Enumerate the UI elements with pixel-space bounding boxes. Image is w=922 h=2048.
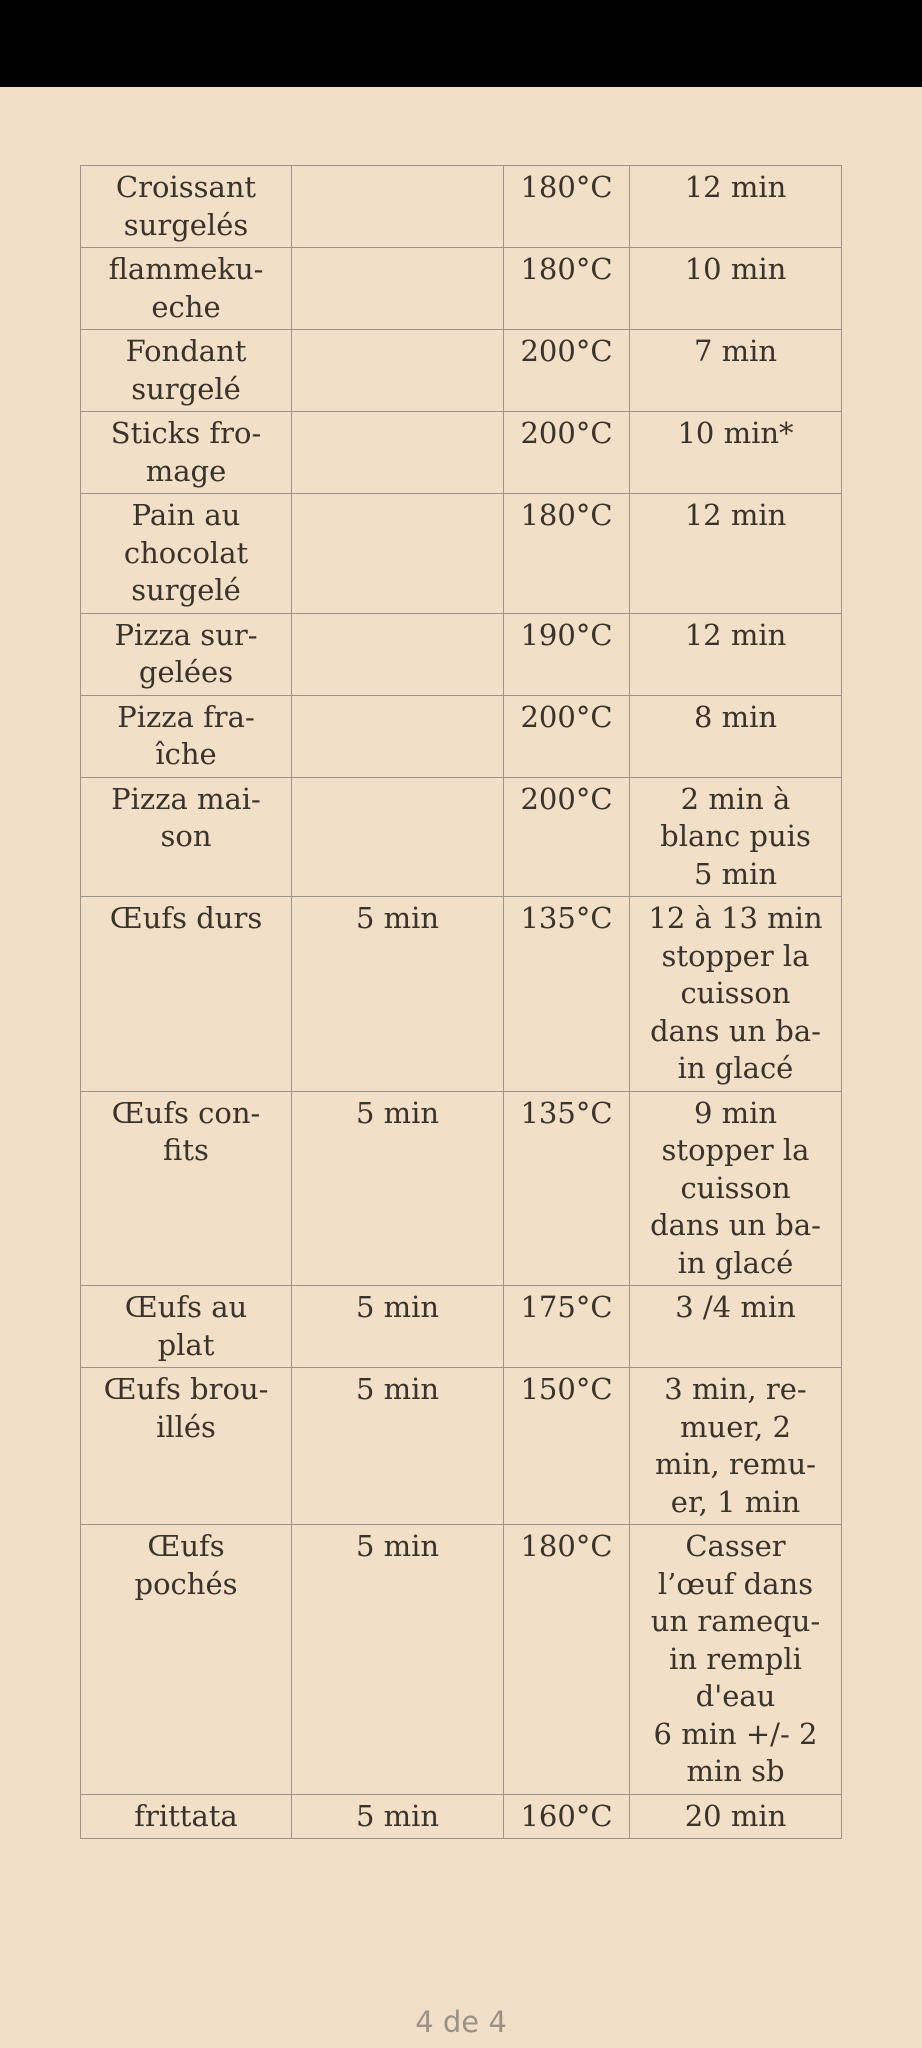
table-row <box>81 695 842 777</box>
table-row <box>81 1525 842 1795</box>
food-cell: Œufs au plat <box>81 1286 292 1368</box>
time-cell: 3 min, re- muer, 2 min, remu- er, 1 min <box>630 1368 842 1525</box>
table-row <box>81 1286 842 1368</box>
preheat-cell <box>292 248 504 330</box>
time-cell: 10 min <box>630 248 842 330</box>
preheat-cell: 5 min <box>292 897 504 1092</box>
preheat-cell <box>292 494 504 614</box>
page-indicator: 4 de 4 <box>415 2005 507 2039</box>
time-cell: 12 min <box>630 613 842 695</box>
preheat-cell: 5 min <box>292 1286 504 1368</box>
temperature-cell: 160°C <box>504 1794 630 1839</box>
time-cell: 2 min à blanc puis 5 min <box>630 777 842 897</box>
preheat-cell: 5 min <box>292 1525 504 1795</box>
time-cell: 12 min <box>630 494 842 614</box>
food-cell: Œufs con- fits <box>81 1091 292 1286</box>
preheat-cell <box>292 166 504 248</box>
temperature-cell: 150°C <box>504 1368 630 1525</box>
time-cell: 12 min <box>630 166 842 248</box>
table-row <box>81 777 842 897</box>
table-row <box>81 1368 842 1525</box>
temperature-cell: 180°C <box>504 248 630 330</box>
table-row <box>81 1091 842 1286</box>
time-cell: 3 /4 min <box>630 1286 842 1368</box>
food-cell: frittata <box>81 1794 292 1839</box>
temperature-cell: 180°C <box>504 1525 630 1795</box>
time-cell: 7 min <box>630 330 842 412</box>
food-cell: Pain au chocolat surgelé <box>81 494 292 614</box>
temperature-cell: 175°C <box>504 1286 630 1368</box>
time-cell: 12 à 13 min stopper la cuisson dans un ba- in glacé <box>630 897 842 1092</box>
food-cell: flammeku- eche <box>81 248 292 330</box>
preheat-cell: 5 min <box>292 1794 504 1839</box>
preheat-cell <box>292 412 504 494</box>
preheat-cell: 5 min <box>292 1091 504 1286</box>
time-cell: 9 min stopper la cuisson dans un ba- in glacé <box>630 1091 842 1286</box>
preheat-cell <box>292 613 504 695</box>
temperature-cell: 135°C <box>504 897 630 1092</box>
temperature-cell: 200°C <box>504 695 630 777</box>
food-cell: Croissant surgelés <box>81 166 292 248</box>
food-cell: Œufs pochés <box>81 1525 292 1795</box>
table-row <box>81 1794 842 1839</box>
table-row <box>81 412 842 494</box>
food-cell: Œufs brou- illés <box>81 1368 292 1525</box>
food-cell: Pizza mai- son <box>81 777 292 897</box>
time-cell: 8 min <box>630 695 842 777</box>
status-bar <box>0 0 922 87</box>
table-row <box>81 613 842 695</box>
temperature-cell: 135°C <box>504 1091 630 1286</box>
cooking-table <box>80 165 842 1839</box>
temperature-cell: 200°C <box>504 777 630 897</box>
table-row <box>81 248 842 330</box>
table-row <box>81 494 842 614</box>
table-row <box>81 330 842 412</box>
time-cell: 10 min* <box>630 412 842 494</box>
food-cell: Fondant surgelé <box>81 330 292 412</box>
temperature-cell: 200°C <box>504 330 630 412</box>
time-cell: Casser l’œuf dans un ramequ- in rempli d'eau 6 min +/- 2 min sb <box>630 1525 842 1795</box>
preheat-cell <box>292 777 504 897</box>
food-cell: Œufs durs <box>81 897 292 1092</box>
preheat-cell <box>292 695 504 777</box>
table-row <box>81 166 842 248</box>
preheat-cell: 5 min <box>292 1368 504 1525</box>
temperature-cell: 200°C <box>504 412 630 494</box>
food-cell: Sticks fro- mage <box>81 412 292 494</box>
food-cell: Pizza sur- gelées <box>81 613 292 695</box>
food-cell: Pizza fra- îche <box>81 695 292 777</box>
temperature-cell: 180°C <box>504 494 630 614</box>
preheat-cell <box>292 330 504 412</box>
table-row <box>81 897 842 1092</box>
time-cell: 20 min <box>630 1794 842 1839</box>
temperature-cell: 180°C <box>504 166 630 248</box>
temperature-cell: 190°C <box>504 613 630 695</box>
